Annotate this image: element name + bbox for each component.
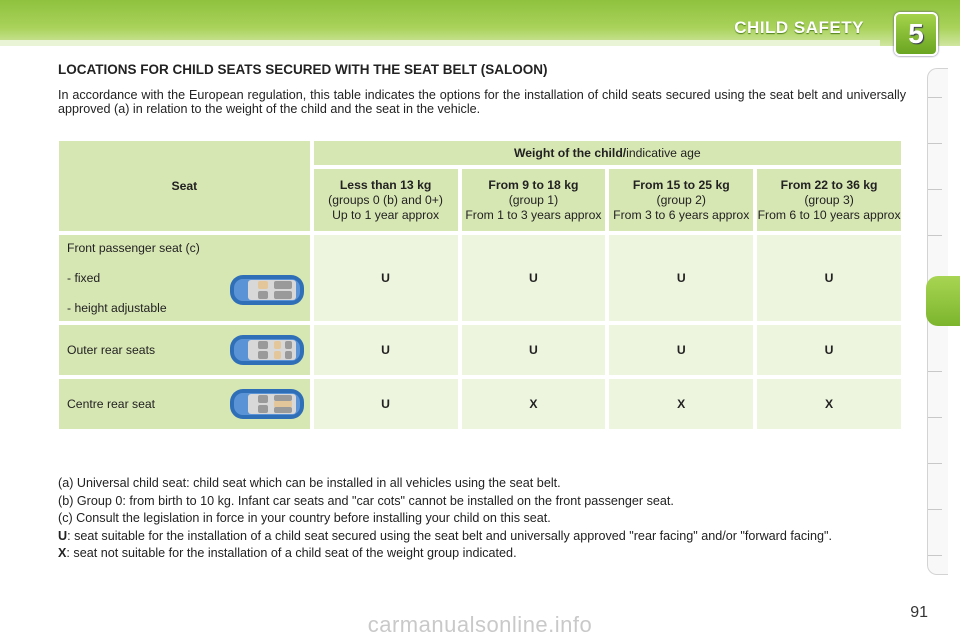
- weight-age: From 3 to 6 years approx: [613, 207, 750, 222]
- footnote-b: (b) Group 0: from birth to 10 kg. Infant car seats and "car cots" cannot be installed on the front passenger seat.: [58, 493, 674, 508]
- chapter-number: 5: [908, 18, 924, 49]
- chapter-number-badge: [894, 12, 938, 56]
- weight-range: From 15 to 25 kg: [632, 177, 730, 192]
- weight-column-header: [757, 169, 901, 231]
- weight-range: From 22 to 36 kg: [780, 177, 878, 192]
- chapter-title: CHILD SAFETY: [734, 18, 864, 37]
- side-tab-divider: [928, 371, 942, 372]
- weight-column-header: [609, 169, 753, 231]
- suitability-cell: U: [314, 325, 458, 375]
- seat-option: - height adjustable: [67, 301, 167, 315]
- side-tab-divider: [928, 509, 942, 510]
- seat-option: - fixed: [67, 271, 101, 285]
- weight-group: (group 2): [656, 192, 706, 207]
- side-tab-divider: [928, 417, 942, 418]
- weight-header-normal: indicative age: [626, 146, 701, 160]
- side-tab-divider: [928, 555, 942, 556]
- suitability-cell: U: [462, 325, 606, 375]
- weight-age: Up to 1 year approx: [332, 207, 440, 222]
- child-seat-table: [55, 137, 905, 433]
- side-tab-divider: [928, 97, 942, 98]
- weight-range: Less than 13 kg: [339, 177, 432, 192]
- watermark: carmanualsonline.info: [367, 612, 593, 637]
- side-tab-divider: [928, 463, 942, 464]
- side-tab-divider: [928, 235, 942, 236]
- suitability-cell: U: [314, 235, 458, 321]
- weight-age: From 1 to 3 years approx: [465, 207, 602, 222]
- seat-label: Front passenger seat (c): [67, 241, 200, 255]
- suitability-cell: X: [757, 379, 901, 429]
- side-tab-divider: [928, 189, 942, 190]
- suitability-cell: X: [462, 379, 606, 429]
- suitability-cell: X: [609, 379, 753, 429]
- weight-header-bold: Weight of the child/: [513, 146, 627, 160]
- footnote-a: (a) Universal child seat: child seat which can be installed in all vehicles using the seat belt.: [58, 476, 561, 490]
- legend-x-key: X: [58, 546, 67, 560]
- footnotes: [58, 476, 906, 564]
- suitability-cell: U: [314, 379, 458, 429]
- section-title: LOCATIONS FOR CHILD SEATS SECURED WITH THE SEAT BELT (SALOON): [58, 62, 548, 77]
- weight-range: From 9 to 18 kg: [488, 177, 579, 192]
- footnote-c: (c) Consult the legislation in force in your country before installing your child on this seat.: [58, 511, 551, 525]
- suitability-cell: U: [462, 235, 606, 321]
- seat-row-header: [59, 325, 310, 375]
- intro-paragraph: In accordance with the European regulation, this table indicates the options for the installation of child seats secured using the seat belt and universally approved (a) in relation to the weight of the child and the seat in the vehicle.: [58, 88, 906, 116]
- weight-column-header: [314, 169, 458, 231]
- car-top-view-front-seat-icon: [228, 271, 306, 309]
- seat-column-header: Seat: [59, 141, 310, 231]
- car-top-view-outer-rear-seats-icon: [228, 331, 306, 369]
- header-stripe: [0, 40, 880, 46]
- seat-label: Outer rear seats: [67, 343, 156, 357]
- side-tab-divider: [928, 143, 942, 144]
- weight-age: From 6 to 10 years approx: [757, 207, 901, 222]
- weight-group: (group 3): [804, 192, 854, 207]
- legend-u-text: : seat suitable for the installation of a child seat secured using the seat belt and universally approved "rear facing" and/or "forward facing".: [67, 528, 832, 543]
- car-top-view-centre-rear-seat-icon: [228, 385, 306, 423]
- legend-x-text: : seat not suitable for the installation of a child seat of the weight group indicated.: [66, 546, 517, 560]
- legend-u: [58, 529, 906, 544]
- active-chapter-tab[interactable]: [926, 276, 960, 326]
- suitability-cell: U: [757, 235, 901, 321]
- legend-x: [58, 546, 906, 561]
- seat-row-header: [59, 235, 310, 321]
- weight-group: (groups 0 (b) and 0+): [328, 192, 443, 207]
- suitability-cell: U: [609, 235, 753, 321]
- page-number: 91: [910, 604, 928, 621]
- seat-label: Centre rear seat: [67, 397, 156, 411]
- suitability-cell: U: [757, 325, 901, 375]
- weight-header: [314, 141, 901, 165]
- weight-group: (group 1): [508, 192, 559, 207]
- legend-u-key: U: [58, 528, 68, 543]
- weight-column-header: [462, 169, 606, 231]
- seat-row-header: [59, 379, 310, 429]
- suitability-cell: U: [609, 325, 753, 375]
